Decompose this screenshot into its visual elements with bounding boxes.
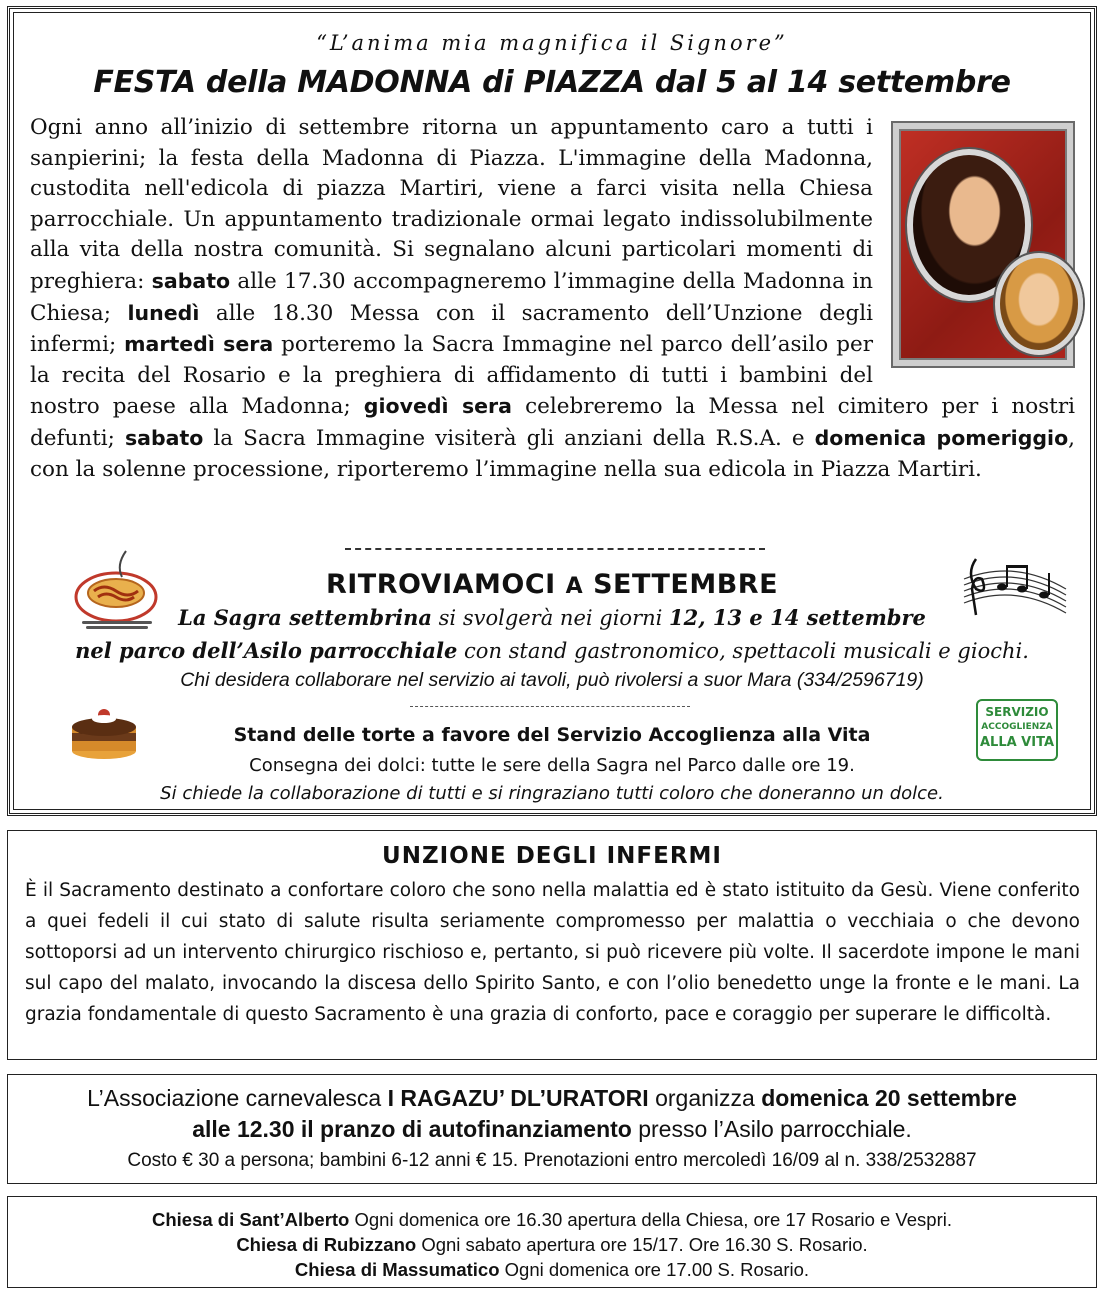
chiesa-line: Chiesa di Massumatico Ogni domenica ore 17.00 S. Rosario. <box>294 1259 810 1280</box>
associazione-line-3: Costo € 30 a persona; bambini 6-12 anni € 15. Prenotazioni entro mercoledì 16/09 al n. 338/2532887 <box>127 1150 977 1171</box>
unzione-title: UNZIONE DEGLI INFERMI <box>382 843 722 869</box>
festa-title: FESTA della MADONNA di PIAZZA dal 5 al 14 settembre <box>93 65 1011 100</box>
contact-line: Chi desidera collaborare nel servizio ai tavoli, può rivolersi a suor Mara (334/2596719) <box>180 669 924 691</box>
sagra-line-2: nel parco dell’Asilo parrocchiale con stand gastronomico, spettacoli musicali e giochi. <box>75 638 1029 663</box>
unzione-section <box>7 830 1097 1060</box>
servizio-accoglienza-logo: SERVIZIO ACCOGLIENZA ALLA VITA <box>976 699 1058 761</box>
festa-paragraph: Ogni anno all’inizio di settembre ritorna un appuntamento caro a tutti i sanpierini; la festa della Madonna di Piazza. L'immagine della Madonna, custodita nell'edicola di piazza Martiri, viene a farci visita nella Chiesa parrocchiale. Un appuntamento tradizionale ormai legato indissolubilmente alla vita della nostra comunità. Si segnalano alcuni particolari momenti di preghiera: sabato alle 17.30 accompagneremo l’immagine della Madonna in Chiesa; lunedì alle 18.30 Messa con il sacramento dell’Unzione degli infermi; martedì sera porteremo la Sacra Immagine nel parco dell’asilo per la recita del Rosario e la preghiera di affidamento di tutti i bambini del nostro paese alla Madonna; giovedì sera celebreremo la Messa nel cimitero per i nostri defunti; sabato la Sacra Immagine visiterà gli anziani della R.S.A. e domenica pomeriggio, con la solenne processione, riporteremo l’immagine nella sua edicola in Piazza Martiri. <box>30 113 1075 485</box>
ritroviamoci-heading: RITROVIAMOCI A SETTEMBRE <box>325 569 779 600</box>
festa-section <box>7 6 1097 816</box>
divider <box>345 548 765 550</box>
unzione-body: È il Sacramento destinato a confortare coloro che sono nella malattia ed è stato istituito da Gesù. Viene conferito a quei fedeli il cui stato di salute risulta seriamente compromesso per malattia o vecchiaia o che devono sottoporsi ad un intervento chirurgico rischioso e, pertanto, si può ricevere più volte. Il sacerdote impone le mani sul capo del malato, invocando la discesa dello Spirito Santo, e con l’olio benedetto unge la fronte e le mani. La grazia fondamentale di questo Sacramento è una grazia di conforto, pace e coraggio per superare le difficoltà. <box>25 880 1080 1025</box>
ringraziamento-line: Si chiede la collaborazione di tutti e si ringraziano tutti coloro che doneranno un dolce. <box>160 783 944 804</box>
consegna-line: Consegna dei dolci: tutte le sere della Sagra nel Parco dalle ore 19. <box>249 755 855 776</box>
associazione-line-1: L’Associazione carnevalesca I RAGAZU’ DL’URATORI organizza domenica 20 settembre <box>87 1085 1017 1111</box>
chiesa-line: Chiesa di Rubizzano Ogni sabato apertura ore 15/17. Ore 16.30 S. Rosario. <box>236 1234 868 1255</box>
associazione-line-2: alle 12.30 il pranzo di autofinanziamento presso l’Asilo parrocchiale. <box>192 1116 912 1142</box>
festa-quote: “L’anima mia magnifica il Signore” <box>316 31 788 55</box>
divider-small <box>410 706 690 707</box>
madonna-image <box>891 121 1075 368</box>
chiesa-line: Chiesa di Sant’Alberto Ogni domenica ore 16.30 apertura della Chiesa, ore 17 Rosario e Vespri. <box>151 1209 952 1230</box>
stand-torte-heading: Stand delle torte a favore del Servizio Accoglienza alla Vita <box>233 724 871 746</box>
sagra-line-1: La Sagra settembrina si svolgerà nei giorni 12, 13 e 14 settembre <box>178 605 926 630</box>
chiese-section <box>7 1196 1097 1288</box>
associazione-section <box>7 1074 1097 1184</box>
